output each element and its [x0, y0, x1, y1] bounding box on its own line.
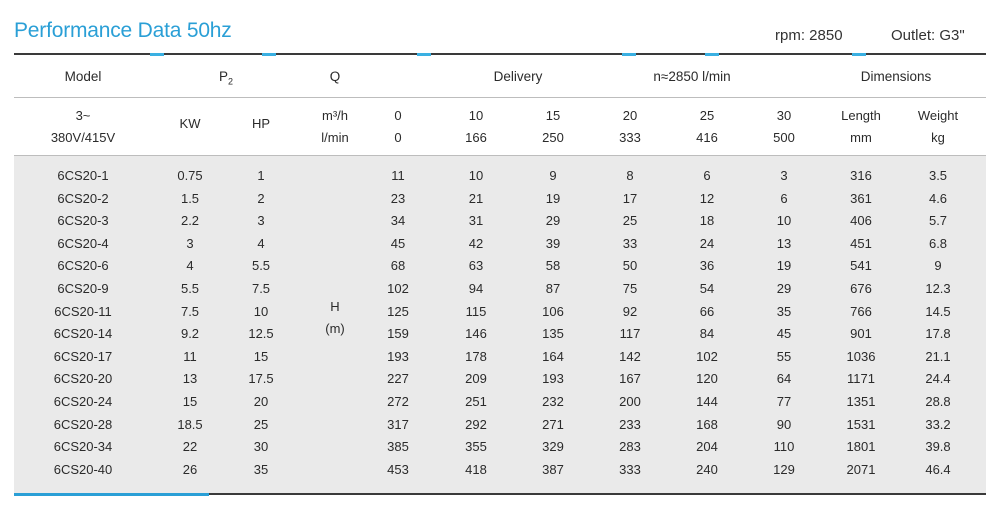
head-cell: 31	[468, 213, 484, 229]
head-cell: 110	[773, 439, 795, 455]
head-cell: 129	[773, 461, 795, 477]
p2-sub: 2	[228, 76, 234, 87]
length-cell: 1801	[846, 439, 876, 455]
head-cell: 146	[465, 326, 487, 342]
length-cell: 541	[850, 258, 872, 274]
length-cell: 361	[850, 190, 872, 206]
outlet-label: Outlet: G3"	[891, 27, 965, 44]
head-cell: 13	[776, 235, 792, 251]
flow-lmin: 0	[394, 130, 402, 145]
head-cell: 33	[622, 235, 638, 251]
flow-point	[394, 105, 401, 149]
q-units	[321, 105, 348, 149]
head-cell: 168	[696, 416, 718, 432]
head-cell: 87	[545, 281, 561, 296]
head-cell: 42	[468, 235, 484, 251]
head-cell: 125	[387, 303, 409, 319]
weight-cell: 4.6	[928, 190, 948, 206]
hp-cell: 35	[253, 461, 269, 477]
hp-cell: 7.5	[251, 281, 271, 296]
head-cell: 317	[387, 416, 409, 432]
length-cell: 1171	[847, 371, 875, 387]
hp-cell: 30	[253, 439, 269, 455]
weight-cell: 28.8	[925, 394, 951, 409]
phase-voltage	[51, 105, 115, 149]
head-cell: 102	[387, 281, 409, 296]
model-cell: 6CS20-34	[53, 439, 113, 455]
head-cell: 355	[465, 439, 487, 455]
head-cell: 233	[619, 416, 641, 432]
head-cell: 453	[387, 461, 409, 477]
head-cell: 35	[776, 303, 792, 319]
col-header-q: Q	[329, 69, 341, 84]
head-m: (m)	[325, 321, 345, 336]
kw-cell: 5.5	[180, 281, 200, 296]
flow-m3h: 20	[622, 108, 638, 123]
head-cell: 209	[465, 371, 487, 387]
hp-cell: 3	[257, 213, 265, 229]
hp-cell: 20	[253, 394, 269, 409]
weight-cell: 6.8	[928, 235, 948, 251]
model-cell: 6CS20-2	[57, 190, 109, 206]
head-cell: 21	[468, 190, 484, 206]
head-cell: 63	[468, 258, 484, 274]
head-cell: 90	[776, 416, 792, 432]
weight-cell: 24.4	[925, 371, 951, 387]
weight-cell: 33.2	[925, 416, 951, 432]
length-label: Length	[841, 108, 881, 123]
flow-point	[773, 105, 795, 149]
length-cell: 451	[850, 235, 872, 251]
kw-cell: 4	[186, 258, 194, 274]
model-cell: 6CS20-9	[57, 281, 109, 296]
length-cell: 1531	[846, 416, 876, 432]
col-header-model: Model	[64, 69, 102, 84]
head-cell: 3	[780, 168, 788, 183]
head-cell: 227	[387, 371, 409, 387]
head-cell: 387	[542, 461, 564, 477]
flow-m3h: 15	[545, 108, 561, 123]
phase-line: 3~	[75, 108, 91, 123]
head-cell: 193	[542, 371, 564, 387]
head-cell: 164	[542, 348, 564, 364]
kw-cell: 0.75	[177, 168, 203, 183]
head-cell: 120	[696, 371, 718, 387]
head-cell: 36	[699, 258, 715, 274]
head-cell: 29	[545, 213, 561, 229]
head-cell: 39	[545, 235, 561, 251]
voltage-line: 380V/415V	[50, 130, 116, 145]
flow-point	[619, 105, 641, 149]
head-cell: 54	[699, 281, 715, 296]
model-cell: 6CS20-40	[53, 461, 113, 477]
head-cell: 75	[622, 281, 638, 296]
flow-point	[465, 105, 487, 149]
col-header-delivery: Delivery	[493, 69, 543, 84]
head-cell: 144	[696, 394, 718, 409]
kw-cell: 11	[183, 348, 197, 364]
col-header-flow: n≈2850 l/min	[653, 69, 731, 84]
length-cell: 1351	[846, 394, 876, 409]
head-cell: 10	[776, 213, 792, 229]
head-cell: 6	[780, 190, 788, 206]
head-cell: 24	[699, 235, 715, 251]
head-cell: 6	[703, 168, 711, 183]
weight-cell: 9	[934, 258, 942, 274]
rpm-label: rpm: 2850	[775, 27, 843, 44]
head-cell: 25	[622, 213, 638, 229]
head-cell: 84	[699, 326, 715, 342]
kw-cell: 26	[182, 461, 198, 477]
head-cell: 68	[390, 258, 406, 274]
kw-cell: 15	[182, 394, 198, 409]
bottom-accent	[14, 493, 209, 496]
kw-cell: 7.5	[180, 303, 200, 319]
head-cell: 115	[465, 303, 487, 319]
flow-m3h: 10	[468, 108, 484, 123]
weight-kg: kg	[931, 130, 945, 145]
q-unit-m3h: m³/h	[321, 108, 348, 123]
head-cell: 77	[776, 394, 792, 409]
col-header-p2	[219, 69, 233, 87]
model-cell: 6CS20-28	[53, 416, 113, 432]
length-mm: mm	[850, 130, 872, 145]
flow-m3h: 0	[394, 108, 402, 123]
kw-cell: 2.2	[180, 213, 200, 229]
kw-cell: 18.5	[177, 416, 203, 432]
weight-cell: 39.8	[925, 439, 951, 455]
hp-cell: 5.5	[251, 258, 271, 274]
head-cell: 102	[696, 348, 718, 364]
head-cell: 283	[619, 439, 641, 455]
q-unit-lmin: l/min	[321, 130, 349, 145]
hp-cell: 10	[253, 303, 269, 319]
head-cell: 240	[696, 461, 718, 477]
head-cell: 19	[776, 258, 792, 274]
head-cell: 29	[776, 281, 792, 296]
length-cell: 406	[850, 213, 872, 229]
hp-cell: 17.5	[248, 371, 274, 387]
flow-lmin: 500	[773, 130, 795, 145]
head-cell: 9	[549, 168, 557, 183]
col-header-dimensions: Dimensions	[860, 69, 932, 84]
head-cell: 142	[619, 348, 641, 364]
head-cell: 94	[468, 281, 484, 296]
model-cell: 6CS20-14	[53, 326, 113, 342]
flow-m3h: 30	[776, 108, 792, 123]
head-cell: 58	[545, 258, 561, 274]
weight-cell: 5.7	[928, 213, 948, 229]
table-body-band	[14, 156, 986, 493]
head-cell: 167	[619, 371, 641, 387]
head-cell: 34	[390, 213, 406, 229]
head-cell: 159	[387, 326, 409, 342]
model-cell: 6CS20-11	[54, 303, 112, 319]
flow-lmin: 333	[619, 130, 641, 145]
head-cell: 64	[776, 371, 792, 387]
head-cell: 92	[622, 303, 638, 319]
head-cell: 23	[390, 190, 406, 206]
flow-point	[542, 105, 564, 149]
head-cell: 329	[542, 439, 564, 455]
head-cell: 251	[465, 394, 487, 409]
head-cell: 55	[776, 348, 792, 364]
kw-cell: 22	[182, 439, 198, 455]
head-cell: 272	[387, 394, 409, 409]
model-cell: 6CS20-3	[57, 213, 109, 229]
hp-unit: HP	[251, 116, 271, 131]
model-cell: 6CS20-24	[53, 394, 113, 409]
head-cell: 12	[699, 190, 715, 206]
hp-cell: 15	[253, 348, 269, 364]
model-cell: 6CS20-20	[53, 371, 113, 387]
length-cell: 2071	[846, 461, 876, 477]
head-label	[325, 296, 345, 340]
flow-lmin: 166	[465, 130, 487, 145]
head-cell: 271	[542, 416, 564, 432]
kw-cell: 3	[186, 235, 194, 251]
head-cell: 292	[465, 416, 487, 432]
head-cell: 418	[465, 461, 487, 477]
head-h: H	[330, 299, 340, 314]
flow-point	[696, 105, 718, 149]
kw-cell: 13	[182, 371, 198, 387]
weight-cell: 14.5	[925, 303, 951, 319]
head-cell: 18	[699, 213, 715, 229]
p2-main: P	[218, 69, 228, 84]
head-cell: 17	[622, 190, 638, 206]
head-cell: 106	[542, 303, 564, 319]
length-cell: 316	[850, 168, 872, 183]
length-cell: 901	[850, 326, 872, 342]
length-cell: 676	[850, 281, 872, 296]
weight-cell: 21.1	[925, 348, 951, 364]
hp-cell: 1	[257, 168, 265, 183]
hp-cell: 2	[257, 190, 265, 206]
kw-unit: KW	[179, 116, 201, 131]
model-cell: 6CS20-17	[53, 348, 113, 364]
weight-cell: 3.5	[928, 168, 948, 183]
flow-m3h: 25	[699, 108, 715, 123]
head-cell: 45	[776, 326, 792, 342]
model-cell: 6CS20-1	[57, 168, 109, 183]
head-cell: 193	[387, 348, 409, 364]
head-cell: 333	[619, 461, 641, 477]
head-cell: 66	[699, 303, 715, 319]
weight-cell: 46.4	[925, 461, 951, 477]
head-cell: 385	[387, 439, 409, 455]
hp-cell: 4	[257, 235, 265, 251]
weight-unit	[918, 105, 958, 149]
weight-cell: 12.3	[925, 281, 951, 296]
flow-lmin: 250	[542, 130, 564, 145]
model-cell: 6CS20-6	[57, 258, 109, 274]
head-cell: 8	[626, 168, 634, 183]
head-cell: 50	[622, 258, 638, 274]
length-cell: 1036	[846, 348, 876, 364]
head-cell: 204	[696, 439, 718, 455]
weight-label: Weight	[917, 108, 959, 123]
kw-cell: 9.2	[180, 326, 200, 342]
page-title: Performance Data 50hz	[14, 19, 232, 42]
head-cell: 45	[390, 235, 406, 251]
head-cell: 117	[619, 326, 641, 342]
head-cell: 200	[619, 394, 641, 409]
length-cell: 766	[850, 303, 872, 319]
model-cell: 6CS20-4	[57, 235, 109, 251]
head-cell: 178	[465, 348, 487, 364]
head-cell: 11	[391, 168, 405, 183]
hp-cell: 25	[253, 416, 269, 432]
head-cell: 135	[542, 326, 564, 342]
head-cell: 10	[468, 168, 484, 183]
flow-lmin: 416	[696, 130, 718, 145]
kw-cell: 1.5	[180, 190, 200, 206]
head-cell: 19	[545, 190, 561, 206]
head-cell: 232	[542, 394, 564, 409]
weight-cell: 17.8	[925, 326, 951, 342]
length-unit	[841, 105, 881, 149]
hp-cell: 12.5	[248, 326, 274, 342]
